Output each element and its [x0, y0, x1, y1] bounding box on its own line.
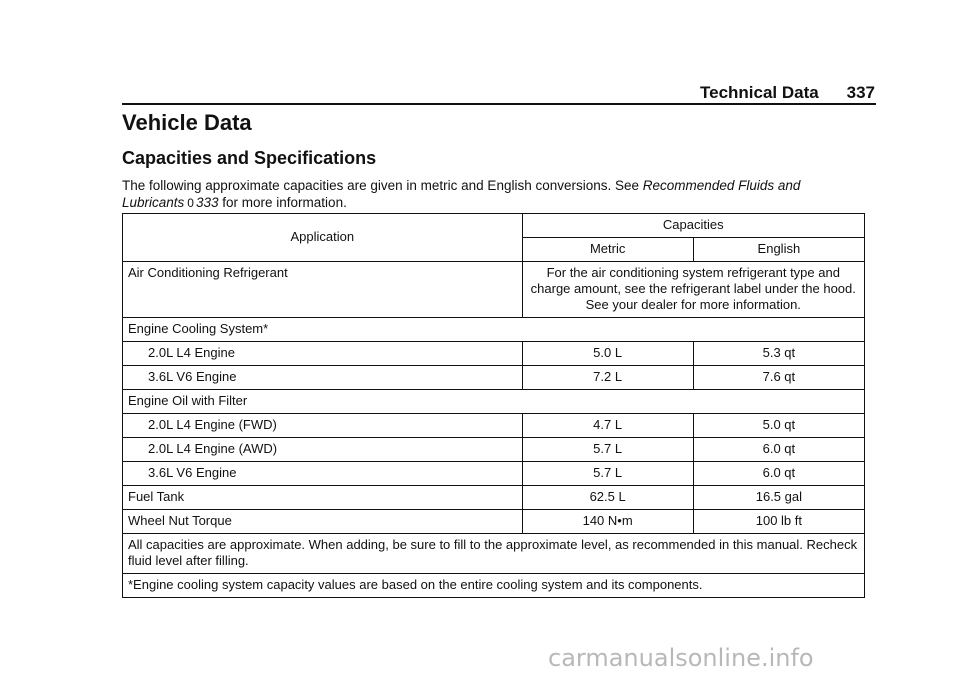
section-title: Technical Data [700, 83, 819, 102]
col-header-application: Application [123, 214, 523, 262]
row-english: 7.6 qt [693, 366, 864, 390]
intro-suffix: for more information. [222, 195, 347, 210]
col-header-metric: Metric [522, 238, 693, 262]
table-row-group [123, 318, 865, 342]
row-label: 3.6L V6 Engine [123, 366, 523, 390]
table-row [123, 510, 865, 534]
oil-label: Engine Oil with Filter [123, 390, 865, 414]
row-metric: 7.2 L [522, 366, 693, 390]
table-row [123, 438, 865, 462]
table-row [123, 486, 865, 510]
intro-paragraph [122, 177, 862, 212]
table-header-row [123, 214, 865, 238]
header-divider [122, 103, 876, 105]
col-header-capacities: Capacities [522, 214, 864, 238]
row-english: 5.0 qt [693, 414, 864, 438]
row-label: 3.6L V6 Engine [123, 462, 523, 486]
table-note-row [123, 534, 865, 574]
table-row [123, 342, 865, 366]
table-row [123, 462, 865, 486]
ac-label: Air Conditioning Refrigerant [123, 262, 523, 318]
row-english: 100 lb ft [693, 510, 864, 534]
table-row [123, 366, 865, 390]
table-note-row [123, 574, 865, 598]
capacities-table [122, 213, 865, 598]
row-english: 6.0 qt [693, 462, 864, 486]
table-row [123, 414, 865, 438]
row-label: Wheel Nut Torque [123, 510, 523, 534]
row-english: 16.5 gal [693, 486, 864, 510]
row-label: 2.0L L4 Engine (AWD) [123, 438, 523, 462]
row-label: 2.0L L4 Engine (FWD) [123, 414, 523, 438]
reference-link[interactable]: Recommended Fluids and Lubricants [122, 178, 801, 210]
cooling-label: Engine Cooling System* [123, 318, 865, 342]
table-row [123, 262, 865, 318]
table-row-group [123, 390, 865, 414]
watermark: carmanualsonline.info [548, 644, 814, 672]
row-english: 5.3 qt [693, 342, 864, 366]
row-metric: 5.7 L [522, 462, 693, 486]
intro-text: The following approximate capacities are given in metric and English conversions. See [122, 178, 640, 193]
note-cooling: *Engine cooling system capacity values are based on the entire cooling system and its components. [123, 574, 865, 598]
row-metric: 4.7 L [522, 414, 693, 438]
page-title: Vehicle Data [122, 110, 252, 135]
row-label: 2.0L L4 Engine [123, 342, 523, 366]
ac-note: For the air conditioning system refrigerant type and charge amount, see the refrigerant label under the hood. See your dealer for more information. [522, 262, 864, 318]
page-ref-number[interactable]: 333 [195, 195, 219, 210]
row-metric: 5.7 L [522, 438, 693, 462]
section-heading: Capacities and Specifications [122, 148, 377, 168]
row-metric: 5.0 L [522, 342, 693, 366]
row-label: Fuel Tank [123, 486, 523, 510]
row-metric: 140 N•m [522, 510, 693, 534]
row-metric: 62.5 L [522, 486, 693, 510]
page-ref-icon: 0 [187, 196, 194, 210]
note-approximate: All capacities are approximate. When adding, be sure to fill to the approximate level, as recommended in this manual. Recheck fluid level after filling. [123, 534, 865, 574]
col-header-english: English [693, 238, 864, 262]
row-english: 6.0 qt [693, 438, 864, 462]
page-number: 337 [846, 83, 875, 102]
